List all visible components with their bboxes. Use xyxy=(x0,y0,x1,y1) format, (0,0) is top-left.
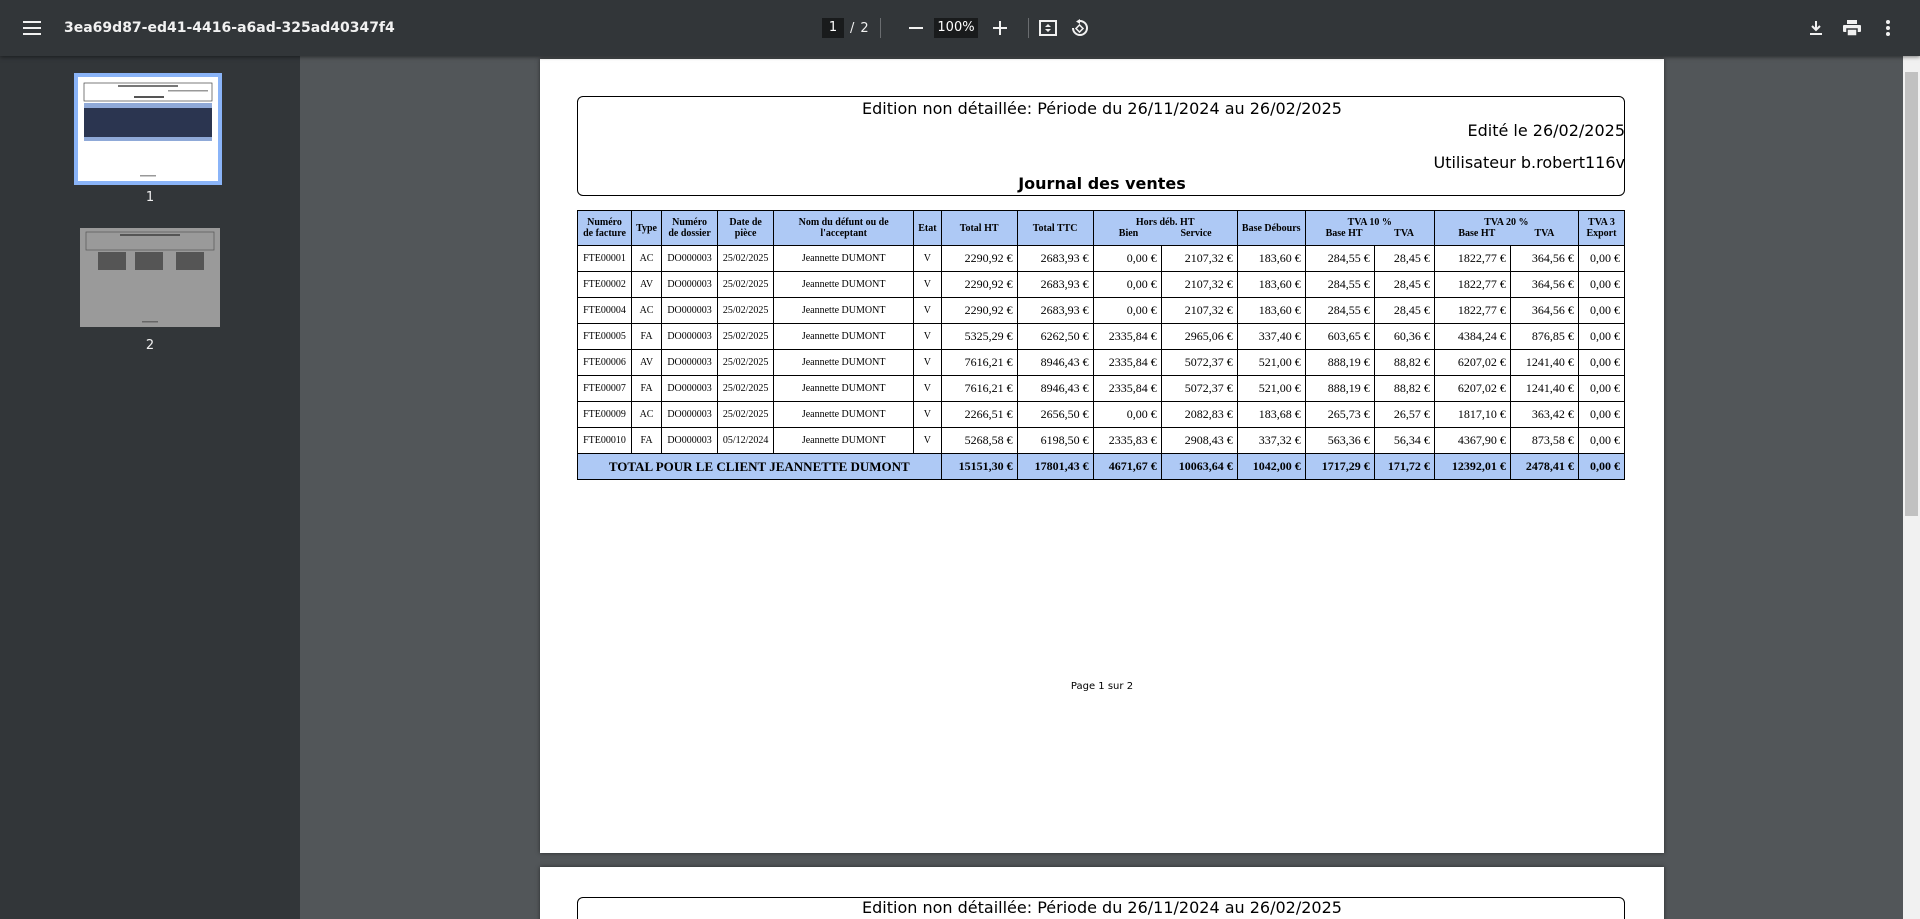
rotate-icon[interactable] xyxy=(1064,12,1096,44)
total-cell: 0,00 € xyxy=(1578,454,1624,480)
header-type: Type xyxy=(632,211,662,246)
table-cell: 873,58 € xyxy=(1510,428,1578,454)
table-cell: 6207,02 € xyxy=(1434,376,1510,402)
print-icon[interactable] xyxy=(1836,12,1868,44)
table-cell: 2082,83 € xyxy=(1161,402,1237,428)
table-cell: 2683,93 € xyxy=(1017,298,1093,324)
table-cell: V xyxy=(914,298,941,324)
header-tva20-base: Base HT xyxy=(1458,228,1496,239)
zoom-out-icon[interactable] xyxy=(900,12,932,44)
current-page-input[interactable]: 1 xyxy=(822,18,844,38)
table-cell: 8946,43 € xyxy=(1017,376,1093,402)
table-cell: 26,57 € xyxy=(1374,402,1434,428)
table-cell: 603,65 € xyxy=(1305,324,1374,350)
table-cell: 1822,77 € xyxy=(1434,298,1510,324)
table-cell: AC xyxy=(632,402,662,428)
total-pages: 2 xyxy=(860,20,869,36)
table-cell: FTE00010 xyxy=(578,428,632,454)
header-base-debours: Base Débours xyxy=(1237,211,1305,246)
header-service: Service xyxy=(1180,228,1212,239)
table-cell: V xyxy=(914,324,941,350)
header-tva10-label: TVA 10 % xyxy=(1347,217,1392,228)
header-total-ttc: Total TTC xyxy=(1017,211,1093,246)
table-cell: V xyxy=(914,246,941,272)
table-cell: 25/02/2025 xyxy=(718,246,774,272)
table-cell: 364,56 € xyxy=(1510,272,1578,298)
table-cell: 0,00 € xyxy=(1578,402,1624,428)
table-cell: V xyxy=(914,428,941,454)
table-cell: 25/02/2025 xyxy=(718,324,774,350)
table-cell: 4367,90 € xyxy=(1434,428,1510,454)
header-state: Etat xyxy=(914,211,941,246)
table-cell: 2335,83 € xyxy=(1093,428,1161,454)
page-thumbnail-1[interactable] xyxy=(78,77,218,181)
table-row xyxy=(578,298,1625,324)
table-cell: 0,00 € xyxy=(1093,246,1161,272)
table-cell: 337,32 € xyxy=(1237,428,1305,454)
table-cell: Jeannette DUMONT xyxy=(774,402,914,428)
table-cell: Jeannette DUMONT xyxy=(774,298,914,324)
table-cell: 2107,32 € xyxy=(1161,272,1237,298)
table-cell: 1822,77 € xyxy=(1434,246,1510,272)
table-cell: V xyxy=(914,350,941,376)
zoom-level-input[interactable]: 100% xyxy=(934,18,978,38)
total-cell: 1042,00 € xyxy=(1237,454,1305,480)
table-cell: DO000003 xyxy=(662,246,718,272)
table-row xyxy=(578,402,1625,428)
table-row xyxy=(578,246,1625,272)
table-cell: 2965,06 € xyxy=(1161,324,1237,350)
table-cell: 05/12/2024 xyxy=(718,428,774,454)
table-row xyxy=(578,350,1625,376)
zoom-in-icon[interactable] xyxy=(984,12,1016,44)
table-cell: 0,00 € xyxy=(1093,272,1161,298)
header-tva20-label: TVA 20 % xyxy=(1484,217,1529,228)
edition-title: Edition non détaillée: Période du 26/11/2024 au 26/02/2025 xyxy=(862,99,1342,118)
table-cell: 2335,84 € xyxy=(1093,350,1161,376)
journal-body xyxy=(578,246,1625,480)
scrollbar-thumb[interactable] xyxy=(1905,72,1918,516)
header-doc-date: Date de pièce xyxy=(718,211,774,246)
header-hors-deb xyxy=(1093,211,1237,246)
table-cell: 888,19 € xyxy=(1305,350,1374,376)
table-cell: AC xyxy=(632,246,662,272)
table-cell: DO000003 xyxy=(662,428,718,454)
header-file-no: Numéro de dossier xyxy=(662,211,718,246)
table-cell: 1817,10 € xyxy=(1434,402,1510,428)
table-cell: 183,60 € xyxy=(1237,298,1305,324)
header-tva10-base: Base HT xyxy=(1325,228,1363,239)
table-cell: 183,60 € xyxy=(1237,272,1305,298)
table-cell: 0,00 € xyxy=(1578,376,1624,402)
table-cell: FA xyxy=(632,324,662,350)
table-cell: FTE00002 xyxy=(578,272,632,298)
table-cell: 7616,21 € xyxy=(941,350,1017,376)
table-cell: 284,55 € xyxy=(1305,246,1374,272)
table-cell: 876,85 € xyxy=(1510,324,1578,350)
edited-date: Edité le 26/02/2025 xyxy=(1467,121,1625,140)
sales-journal-table xyxy=(577,210,1625,480)
table-cell: FA xyxy=(632,376,662,402)
table-cell: 2290,92 € xyxy=(941,272,1017,298)
total-cell: 15151,30 € xyxy=(941,454,1017,480)
table-cell: Jeannette DUMONT xyxy=(774,376,914,402)
total-label: TOTAL POUR LE CLIENT JEANNETTE DUMONT xyxy=(578,454,942,480)
table-cell: 2335,84 € xyxy=(1093,324,1161,350)
document-viewer[interactable] xyxy=(300,56,1903,919)
table-cell: 25/02/2025 xyxy=(718,272,774,298)
table-cell: FTE00001 xyxy=(578,246,632,272)
table-cell: 2656,50 € xyxy=(1017,402,1093,428)
journal-title: Journal des ventes xyxy=(1018,174,1186,193)
table-cell: 25/02/2025 xyxy=(718,402,774,428)
table-cell: DO000003 xyxy=(662,298,718,324)
toolbar-divider xyxy=(880,18,881,38)
table-cell: FTE00004 xyxy=(578,298,632,324)
page-separator: / xyxy=(850,20,855,36)
document-title: 3ea69d87-ed41-4416-a6ad-325ad40347f4 xyxy=(64,20,395,36)
table-cell: DO000003 xyxy=(662,350,718,376)
table-cell: 4384,24 € xyxy=(1434,324,1510,350)
table-cell: 7616,21 € xyxy=(941,376,1017,402)
table-cell: 25/02/2025 xyxy=(718,376,774,402)
table-cell: FTE00006 xyxy=(578,350,632,376)
table-cell: 337,40 € xyxy=(1237,324,1305,350)
table-cell: 0,00 € xyxy=(1093,298,1161,324)
thumbnail-preview xyxy=(80,228,220,327)
table-cell: 284,55 € xyxy=(1305,298,1374,324)
table-cell: Jeannette DUMONT xyxy=(774,272,914,298)
user-label: Utilisateur b.robert116v xyxy=(1433,153,1625,172)
header-invoice-no: Numéro de facture xyxy=(578,211,632,246)
thumbnail-label-2: 2 xyxy=(145,338,155,353)
more-options-icon[interactable] xyxy=(1872,12,1904,44)
table-cell: 5072,37 € xyxy=(1161,376,1237,402)
table-cell: 0,00 € xyxy=(1578,246,1624,272)
table-cell: 2335,84 € xyxy=(1093,376,1161,402)
pdf-page-1 xyxy=(540,59,1664,853)
table-cell: 2908,43 € xyxy=(1161,428,1237,454)
hamburger-menu-icon[interactable] xyxy=(16,12,48,44)
table-cell: 364,56 € xyxy=(1510,298,1578,324)
table-cell: DO000003 xyxy=(662,402,718,428)
table-cell: 88,82 € xyxy=(1374,376,1434,402)
table-cell: V xyxy=(914,402,941,428)
table-cell: DO000003 xyxy=(662,272,718,298)
total-cell: 17801,43 € xyxy=(1017,454,1093,480)
table-row xyxy=(578,272,1625,298)
table-cell: 6207,02 € xyxy=(1434,350,1510,376)
header-tva3-export: TVA 3 Export xyxy=(1578,211,1624,246)
header-tva20-tva: TVA xyxy=(1534,228,1555,239)
table-cell: 28,45 € xyxy=(1374,298,1434,324)
header-tva10-tva: TVA xyxy=(1394,228,1414,239)
table-cell: AV xyxy=(632,272,662,298)
page-footer: Page 1 sur 2 xyxy=(1070,681,1134,692)
table-cell: 25/02/2025 xyxy=(718,350,774,376)
pdf-toolbar xyxy=(0,0,1920,56)
table-cell: 1241,40 € xyxy=(1510,350,1578,376)
table-cell: 8946,43 € xyxy=(1017,350,1093,376)
table-row xyxy=(578,376,1625,402)
table-cell: 6262,50 € xyxy=(1017,324,1093,350)
toolbar-divider xyxy=(1028,18,1029,38)
table-cell: FTE00009 xyxy=(578,402,632,428)
table-cell: 5072,37 € xyxy=(1161,350,1237,376)
total-cell: 2478,41 € xyxy=(1510,454,1578,480)
pdf-page-2 xyxy=(540,867,1664,919)
total-cell: 4671,67 € xyxy=(1093,454,1161,480)
thumbnail-label-1: 1 xyxy=(145,190,155,205)
header-hors-deb-label: Hors déb. HT xyxy=(1135,217,1195,228)
table-cell: 888,19 € xyxy=(1305,376,1374,402)
header-name: Nom du défunt ou de l'acceptant xyxy=(774,211,914,246)
table-cell: Jeannette DUMONT xyxy=(774,324,914,350)
download-icon[interactable] xyxy=(1800,12,1832,44)
table-cell: V xyxy=(914,376,941,402)
thumbnail-preview xyxy=(78,77,218,181)
table-cell: 1822,77 € xyxy=(1434,272,1510,298)
table-cell: Jeannette DUMONT xyxy=(774,246,914,272)
table-cell: DO000003 xyxy=(662,376,718,402)
table-cell: 284,55 € xyxy=(1305,272,1374,298)
table-cell: 2266,51 € xyxy=(941,402,1017,428)
table-row xyxy=(578,428,1625,454)
table-cell: 363,42 € xyxy=(1510,402,1578,428)
total-cell: 12392,01 € xyxy=(1434,454,1510,480)
table-cell: 521,00 € xyxy=(1237,350,1305,376)
table-cell: 521,00 € xyxy=(1237,376,1305,402)
table-cell: 5325,29 € xyxy=(941,324,1017,350)
table-cell: 0,00 € xyxy=(1093,402,1161,428)
table-cell: 56,34 € xyxy=(1374,428,1434,454)
table-cell: 0,00 € xyxy=(1578,324,1624,350)
table-cell: 6198,50 € xyxy=(1017,428,1093,454)
page-thumbnail-2[interactable] xyxy=(80,228,220,327)
table-cell: 28,45 € xyxy=(1374,246,1434,272)
header-bien: Bien xyxy=(1118,228,1139,239)
table-cell: FA xyxy=(632,428,662,454)
total-cell: 171,72 € xyxy=(1374,454,1434,480)
table-cell: 2683,93 € xyxy=(1017,272,1093,298)
table-cell: 0,00 € xyxy=(1578,298,1624,324)
fit-to-page-icon[interactable] xyxy=(1032,12,1064,44)
edition-title: Edition non détaillée: Période du 26/11/2024 au 26/02/2025 xyxy=(862,898,1342,917)
total-cell: 1717,29 € xyxy=(1305,454,1374,480)
total-cell: 10063,64 € xyxy=(1161,454,1237,480)
table-cell: 5268,58 € xyxy=(941,428,1017,454)
header-tva10 xyxy=(1305,211,1434,246)
table-cell: 0,00 € xyxy=(1578,272,1624,298)
table-cell: 0,00 € xyxy=(1578,350,1624,376)
table-cell: 183,60 € xyxy=(1237,246,1305,272)
table-cell: 2290,92 € xyxy=(941,246,1017,272)
table-cell: 2107,32 € xyxy=(1161,246,1237,272)
table-cell: 28,45 € xyxy=(1374,272,1434,298)
total-row xyxy=(578,454,1625,480)
table-cell: 0,00 € xyxy=(1578,428,1624,454)
table-cell: 364,56 € xyxy=(1510,246,1578,272)
table-cell: Jeannette DUMONT xyxy=(774,428,914,454)
table-cell: FTE00005 xyxy=(578,324,632,350)
table-cell: DO000003 xyxy=(662,324,718,350)
table-cell: V xyxy=(914,272,941,298)
thumbnail-sidebar xyxy=(0,56,300,919)
table-cell: 25/02/2025 xyxy=(718,298,774,324)
page-indicator xyxy=(822,18,869,38)
table-row xyxy=(578,324,1625,350)
header-tva20 xyxy=(1434,211,1578,246)
table-cell: AC xyxy=(632,298,662,324)
table-cell: FTE00007 xyxy=(578,376,632,402)
table-cell: 2107,32 € xyxy=(1161,298,1237,324)
table-cell: Jeannette DUMONT xyxy=(774,350,914,376)
table-cell: 1241,40 € xyxy=(1510,376,1578,402)
header-total-ht: Total HT xyxy=(941,211,1017,246)
table-cell: 60,36 € xyxy=(1374,324,1434,350)
table-cell: 563,36 € xyxy=(1305,428,1374,454)
table-cell: 2683,93 € xyxy=(1017,246,1093,272)
table-cell: 88,82 € xyxy=(1374,350,1434,376)
table-cell: AV xyxy=(632,350,662,376)
table-cell: 265,73 € xyxy=(1305,402,1374,428)
table-cell: 2290,92 € xyxy=(941,298,1017,324)
table-cell: 183,68 € xyxy=(1237,402,1305,428)
